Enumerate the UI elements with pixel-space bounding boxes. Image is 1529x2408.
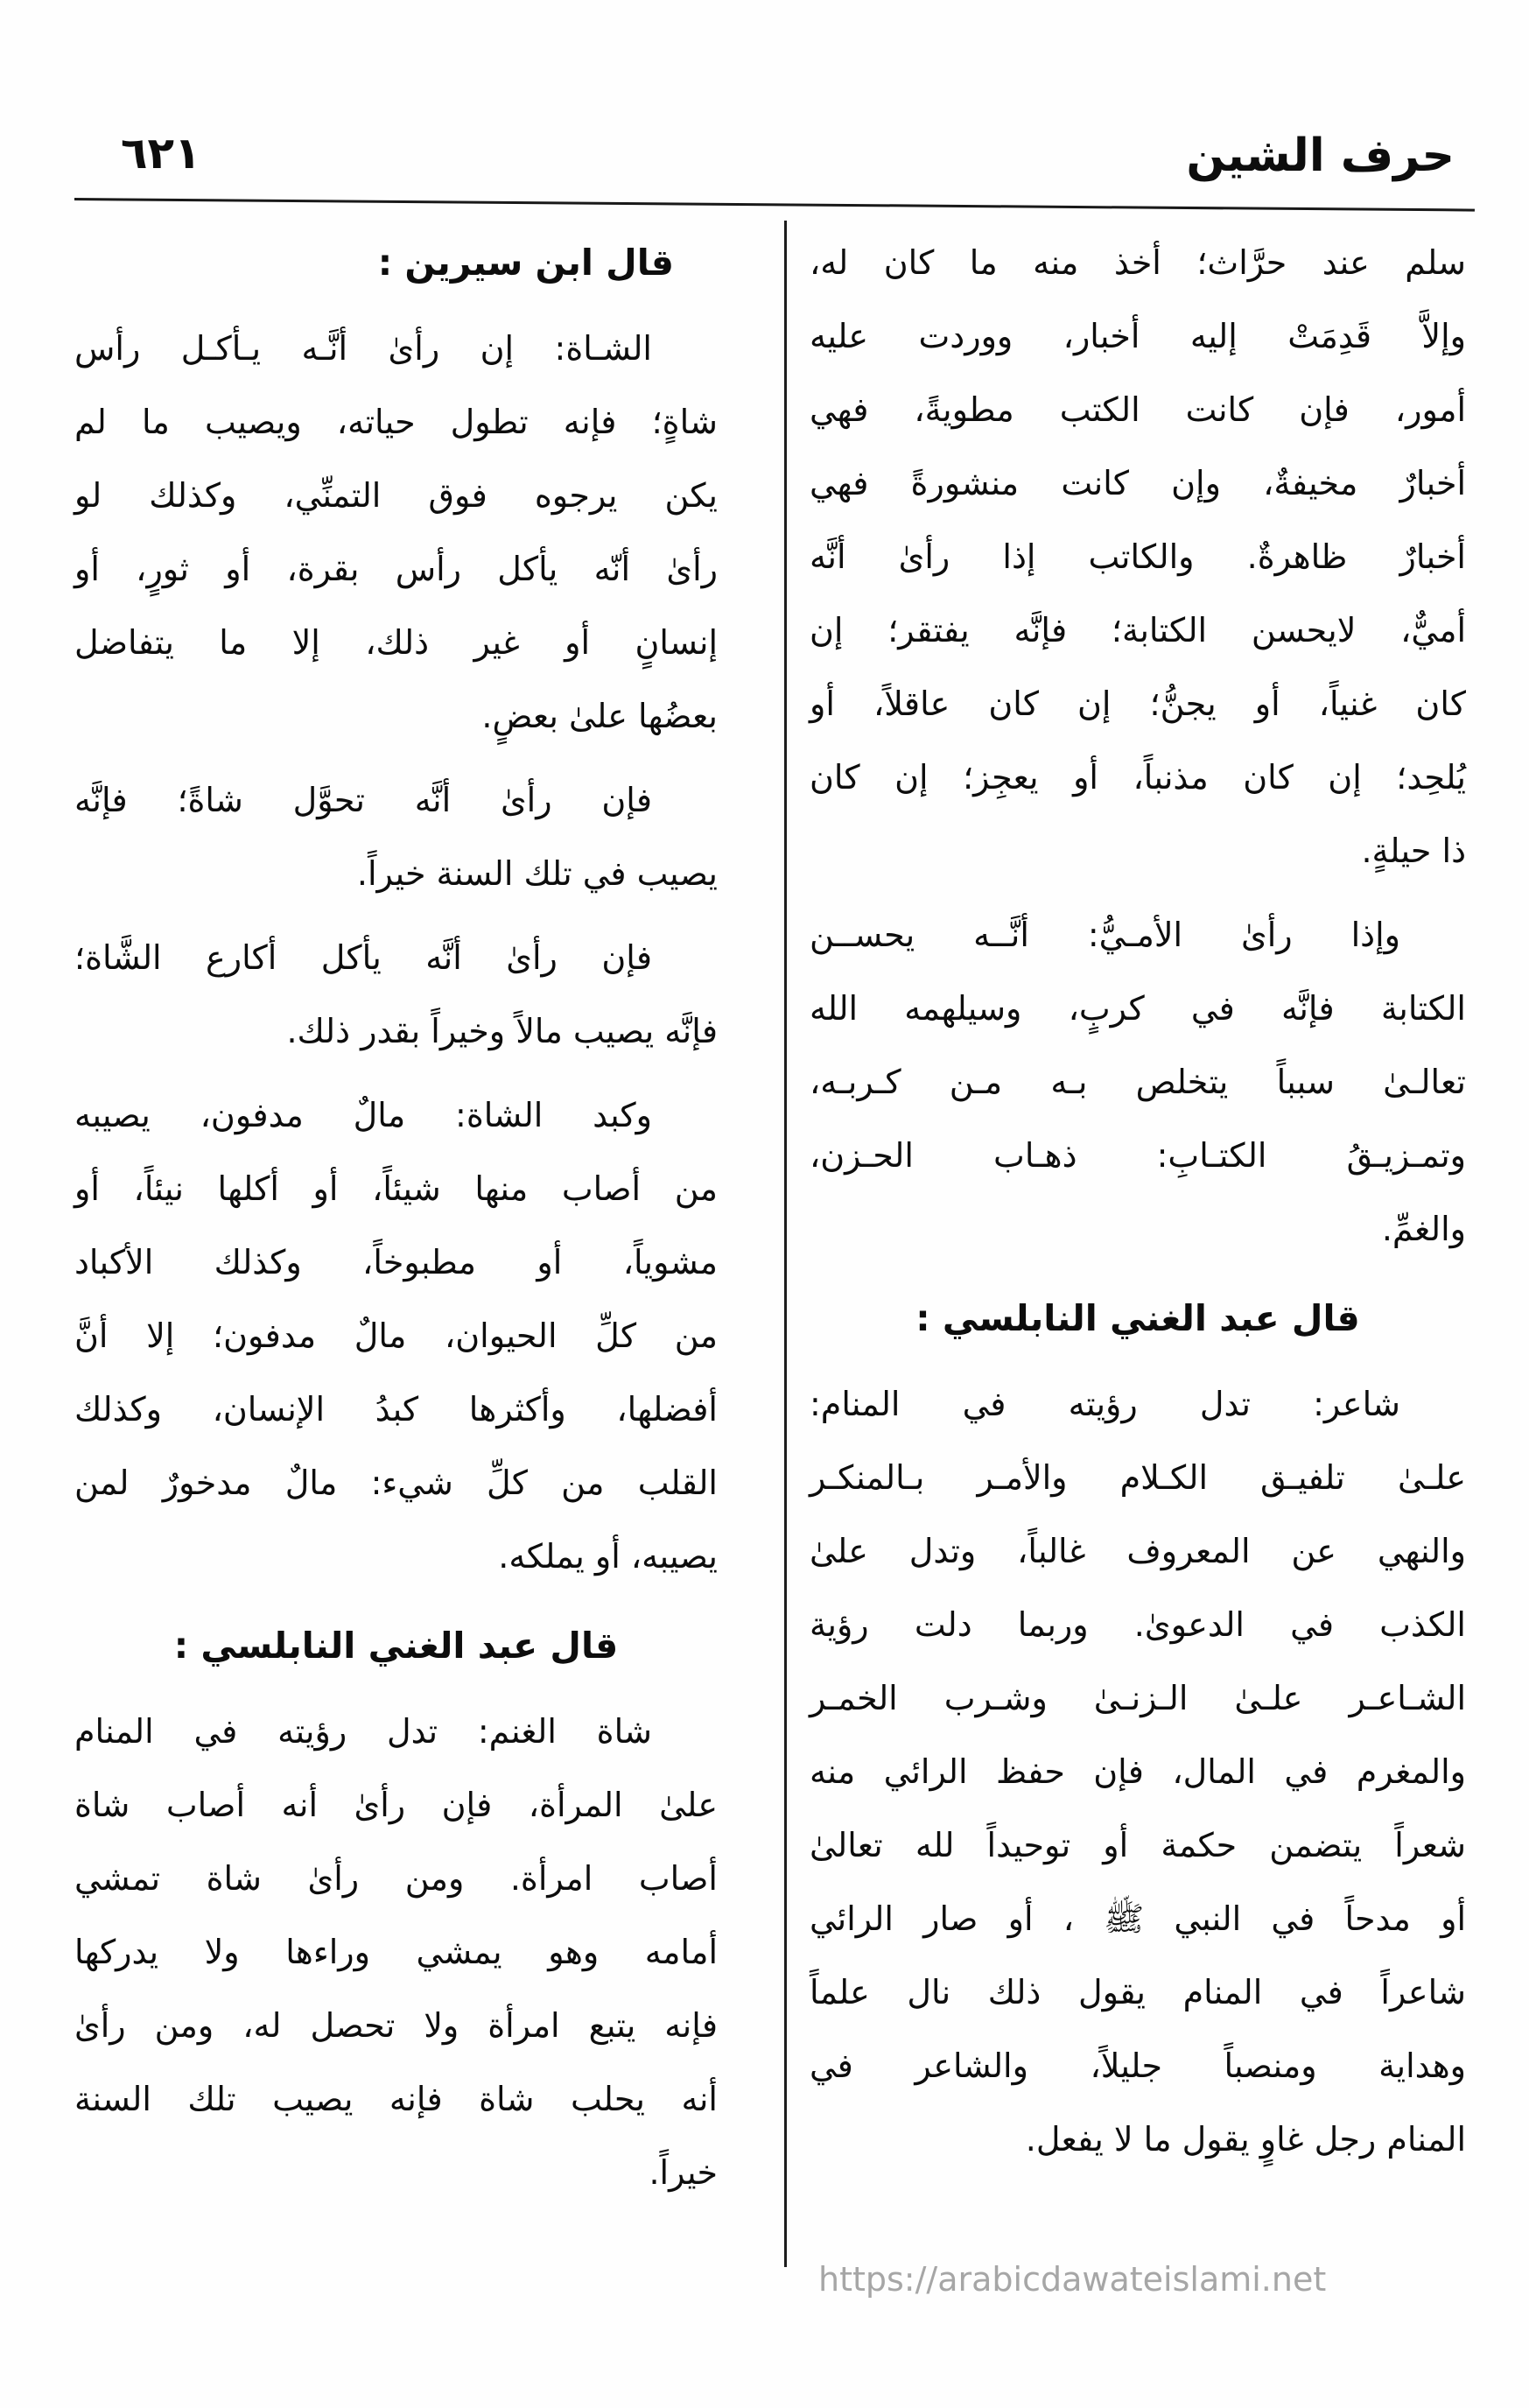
text-line: رأىٰ أنّه يأكل رأس بقرة، أو ثورٍ، أو [74,550,718,588]
text-column-right [810,226,1466,2187]
text-line: القلب من كلِّ شيء: مالٌ مدخورٌ لمن [74,1464,718,1502]
paragraph [74,921,718,1068]
text-line: وتمـزيـقُ الكتـابِ: ذهـاب الحـزن، [810,1136,1466,1175]
text-line: يُلحِد؛ إن كان مذنباً، أو يعجِز؛ إن كان [810,758,1466,797]
text-line: تعالـىٰ سبباً يتخلص بـه مـن كـربـه، [810,1063,1466,1101]
text-line: شاةٍ؛ فإنه تطول حياته، ويصيب ما لم [74,403,718,441]
text-line: الشـاعـر علـىٰ الـزنـىٰ وشـرب الخمـر [810,1679,1466,1717]
text-line: شاعراً في المنام يقول ذلك نال علماً [810,1973,1466,2011]
section-heading: قال عبد الغني النابلسي : [915,1297,1360,1339]
text-line: فإن رأىٰ أنَّه يأكل أكارع الشَّاة؛ [74,938,652,977]
text-line: أمامه وهو يمشي وراءها ولا يدركها [74,1933,718,1971]
text-line: إنسانٍ أو غير ذلك، إلا ما يتفاضل [74,623,718,662]
text-line: وكبد الشاة: مالٌ مدفون، يصيبه [74,1096,652,1134]
text-line: علىٰ المرأة، فإن رأىٰ أنه أصاب شاة [74,1786,718,1824]
text-line: أمور، فإن كانت الكتب مطويةً، فهي [810,390,1466,429]
text-line: مشوياً، أو مطبوخاً، وكذلك الأكباد [74,1243,718,1281]
text-line: من أصاب منها شيئاً، أو أكلها نيئاً، أو [74,1169,718,1208]
text-line: وهداية ومنصباً جليلاً، والشاعر في [810,2046,1466,2085]
text-line: فإنَّه يصيب مالاً وخيراً بقدر ذلك. [286,1012,718,1050]
text-line: علـىٰ تلفيـق الكـلام والأمـر بـالمنكـر [810,1458,1466,1497]
text-line: المنام رجل غاوٍ يقول ما لا يفعل. [1025,2120,1466,2159]
text-line: أو مدحاً في النبي ﷺ ، أو صار الرائي [810,1899,1466,1938]
text-line: الكتابة فإنَّه في كربٍ، وسيلهمه الله [810,989,1466,1028]
text-line: شاة الغنم: تدل رؤيته في المنام [74,1712,652,1751]
text-line: أصاب امرأة. ومن رأىٰ شاة تمشي [74,1859,718,1898]
paragraph [810,226,1466,888]
header-rule [74,198,1475,212]
text-line: الشـاة: إن رأىٰ أنَّـه يـأكـل رأس [74,329,652,368]
text-line: أنه يحلب شاة فإنه يصيب تلك السنة [74,2080,718,2118]
text-line: شعراً يتضمن حكمة أو توحيداً لله تعالىٰ [810,1826,1466,1864]
section-heading: قال عبد الغني النابلسي : [173,1625,619,1667]
chapter-title: حرف الشين [1186,130,1455,182]
paragraph [810,898,1466,1266]
paragraph [74,1078,718,1593]
text-line: أخبارٌ مخيفةٌ، وإن كانت منشورةً فهي [810,464,1466,502]
page-number: ٦٢١ [121,128,201,179]
text-line: والنهي عن المعروف غالباً، وتدل علىٰ [810,1532,1466,1570]
text-line: يصيبه، أو يملكه. [498,1537,718,1576]
text-line: كان غنياً، أو يجنُّ؛ إن كان عاقلاً، أو [810,684,1466,723]
paragraph [810,1367,1466,2176]
text-line: وإلاَّ قَدِمَتْ إليه أخبار، ووردت عليه [810,317,1466,355]
text-line: والغمِّ. [1381,1210,1466,1248]
text-line: وإذا رأىٰ الأمـيُّ: أنَّــه يحســن [810,916,1400,954]
text-line: شاعر: تدل رؤيته في المنام: [810,1385,1400,1423]
text-line: من كلِّ الحيوان، مالٌ مدفون؛ إلا أنَّ [74,1316,718,1355]
text-line: فإنه يتبع امرأة ولا تحصل له، ومن رأىٰ [74,2006,718,2045]
text-line: سلم عند حرَّاث؛ أخذ منه ما كان له، [810,243,1466,282]
text-line: أخبارٌ ظاهرةٌ. والكاتب إذا رأىٰ أنَّه [810,537,1466,576]
section-heading: قال ابن سيرين : [377,242,674,284]
paragraph [74,1695,718,2209]
text-line: فإن رأىٰ أنَّه تحوَّل شاةً؛ فإنَّه [74,781,652,819]
paragraph [74,312,718,753]
text-line: خيراً. [649,2153,718,2192]
text-line: أفضلها، وأكثرها كبدُ الإنسان، وكذلك [74,1390,718,1429]
paragraph [74,763,718,910]
text-line: والمغرم في المال، فإن حفظ الرائي منه [810,1752,1466,1791]
text-line: أميٌّ، لايحسن الكتابة؛ فإنَّه يفتقر؛ إن [810,611,1466,649]
watermark-url: https://arabicdawateislami.net [818,2260,1327,2299]
column-divider [784,221,787,2267]
text-line: يكن يرجوه فوق التمنِّي، وكذلك لو [74,476,718,515]
text-line: يصيب في تلك السنة خيراً. [356,854,718,893]
text-line: بعضُها علىٰ بعضٍ. [481,697,718,735]
text-line: ذا حيلةٍ. [1361,832,1466,870]
text-column-left [74,226,718,2220]
text-line: الكذب في الدعوىٰ. وربما دلت رؤية [810,1605,1466,1644]
